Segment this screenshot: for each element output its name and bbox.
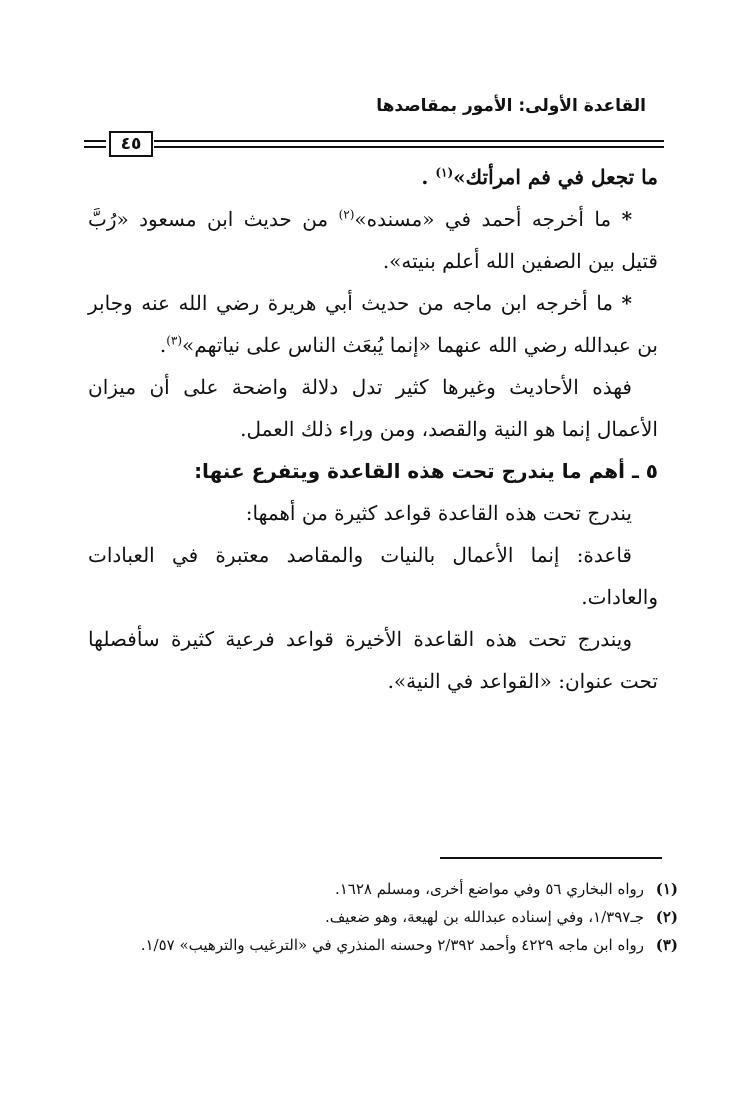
paragraph-7: ويندرج تحت هذه القاعدة الأخيرة قواعد فرعية كثيرة سأفصلها تحت عنوان: «القواعد في النية». [88, 627, 658, 693]
rule-line [154, 140, 664, 142]
paragraph-text: ما أخرجه أحمد في «مسنده» [354, 207, 612, 231]
page-number: ٤٥ [109, 131, 153, 157]
rule-line [154, 146, 664, 148]
paragraph-1 [88, 156, 658, 198]
footnote-number: (٣) [655, 936, 678, 954]
rule-short-line [84, 140, 106, 142]
paragraph-end: . [159, 333, 167, 357]
footnotes [100, 875, 678, 959]
paragraph-3 [88, 282, 658, 366]
footnote-ref: (٢) [338, 207, 355, 222]
section-heading: ٥ ـ أهم ما يندرج تحت هذه القاعدة ويتفرع عنها: [194, 459, 658, 483]
paragraph-end: . [421, 165, 429, 189]
running-title: القاعدة الأولى: الأمور بمقاصدها [376, 96, 646, 116]
paragraph-6: قاعدة: إنما الأعمال بالنيات والمقاصد معتبرة في العبادات والعادات. [88, 543, 658, 609]
paragraph-text: من حديث ابن مسعود «رُبَّ قتيل بين الصفين الله أعلم بنيته». [88, 207, 658, 273]
main-text [88, 156, 658, 702]
footnote-text: رواه البخاري ٥٦ وفي مواضع أخرى، ومسلم ١٦٢٨. [334, 880, 644, 898]
paragraph-5: يندرج تحت هذه القاعدة قواعد كثيرة من أهمها: [245, 501, 632, 525]
footnote-text: جـ١/٣٩٧، وفي إسناده عبدالله بن لهيعة، وهو ضعيف. [325, 908, 644, 926]
footnote-number: (٢) [655, 908, 678, 926]
paragraph-text: ما أخرجه ابن ماجه من حديث أبي هريرة رضي الله عنه وجابر بن عبدالله رضي الله عنهما «إنما يُبعَث الناس على نياتهم» [88, 291, 658, 357]
footnote-number: (١) [655, 880, 678, 898]
paragraph-4: فهذه الأحاديث وغيرها كثير تدل دلالة واضحة على أن ميزان الأعمال إنما هو النية والقصد، ومن وراء ذلك العمل. [88, 375, 658, 441]
bullet-star: * [621, 291, 632, 315]
paragraph-2 [88, 198, 658, 282]
footnote-text: رواه ابن ماجه ٤٢٢٩ وأحمد ٢/٣٩٢ وحسنه المنذري في «الترغيب والترهيب» ١/٥٧. [140, 936, 644, 954]
bullet-star: * [621, 207, 633, 231]
footnote-ref: (٣) [166, 333, 183, 348]
footnote-separator [440, 857, 662, 859]
footnote [100, 875, 678, 903]
footnote [100, 903, 678, 931]
footnote [100, 931, 678, 959]
paragraph-text: ما تجعل في فم امرأتك» [453, 165, 658, 189]
rule-short-line [84, 146, 106, 148]
footnote-ref: (١) [435, 165, 454, 180]
